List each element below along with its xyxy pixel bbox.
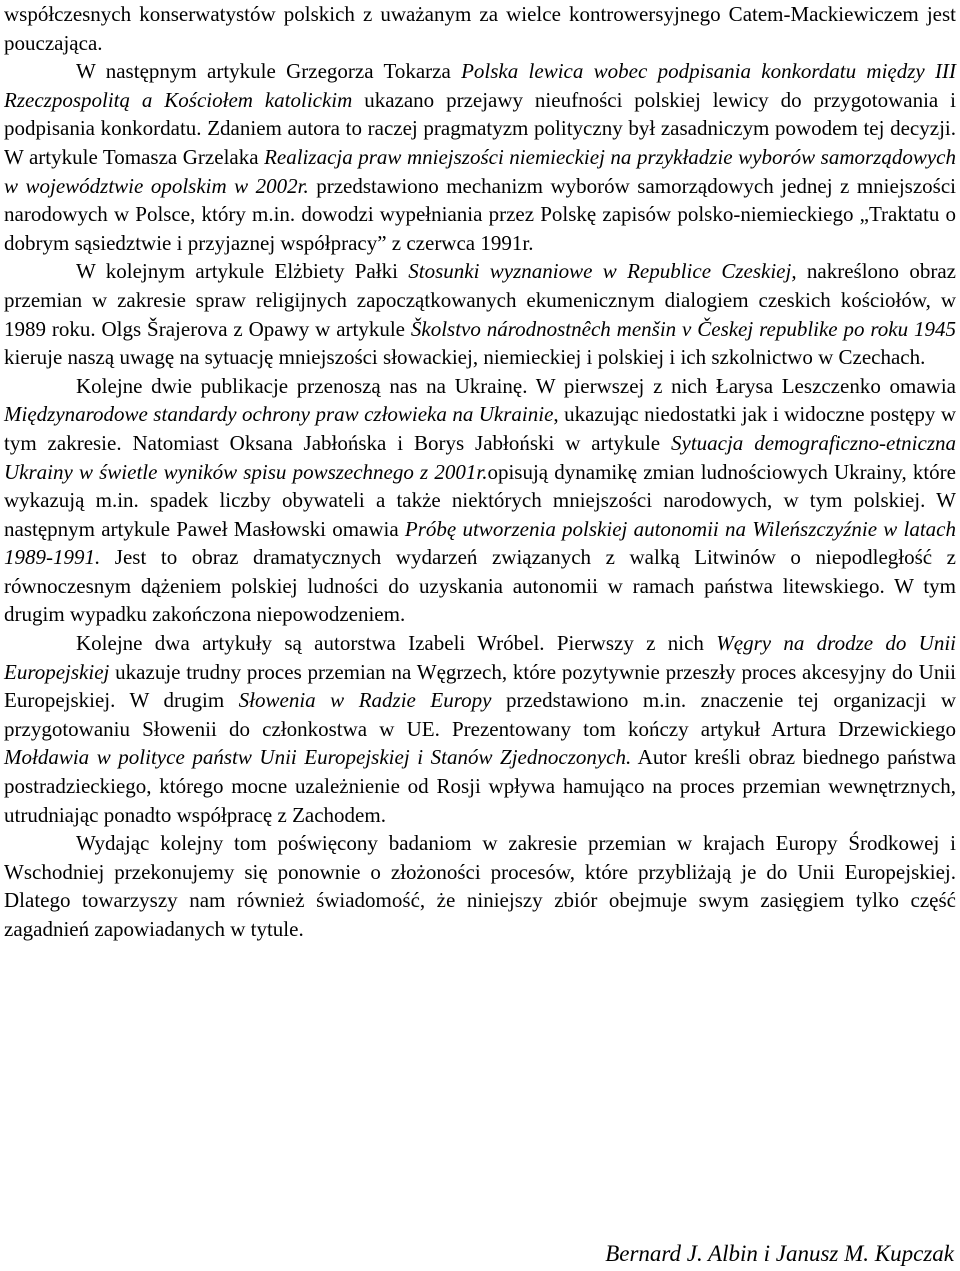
paragraph-palka-srajerova xyxy=(4,257,956,371)
text-run: Kolejne dwa artykuły są autorstwa Izabeli Wróbel. Pierwszy z nich xyxy=(76,631,717,656)
text-run: Kolejne dwie publikacje przenoszą nas na Ukrainę. W pierwszej z nich Łarysa Leszczenko omawia xyxy=(76,373,956,398)
paragraph-tokarz-grzelak xyxy=(4,57,956,257)
text-run: W kolejnym artykule Elżbiety Pałki xyxy=(76,259,409,284)
italic-title-run: Próbę utworzenia polskiej autonomii na Wileńszczyźnie w latach 1989-1991. xyxy=(4,516,956,570)
paragraph-closing xyxy=(4,829,956,943)
text-run: ukazuje trudny proces przemian na Węgrzech, które pozytywnie przeszły proces akcesyjny do Unii Europejskiej. W drugim xyxy=(4,659,956,713)
document-body xyxy=(4,0,956,944)
italic-title-run: Polska lewica wobec podpisania konkordatu między III Rzeczpospolitą a Kościołem katolickim xyxy=(4,59,956,112)
text-run: kieruje naszą uwagę na sytuację mniejszości słowackiej, niemieckiej i polskiej i ich szkolnictwo w Czechach. xyxy=(4,345,926,370)
text-run: Jest to obraz dramatycznych wydarzeń związanych z walką Litwinów o niepodległość z równoczesnym dążeniem polskiej ludności do uzyskania autonomii w ramach państwa litewskiego. W tym drugim wypadku zakończona niepowodzeniem. xyxy=(4,545,956,627)
italic-title-run: Międzynarodowe standardy ochrony praw człowieka na Ukrainie xyxy=(4,402,554,427)
text-run: Wydając kolejny tom poświęcony badaniom w zakresie przemian w krajach Europy Środkowej i Wschodniej przekonujemy się ponownie o złożoności procesów, które przybliżają je do Unii Europejskiej. Dlatego towarzyszy nam również świadomość, że niniejszy zbiór obejmuje swym zasięgiem tylko część zagadnień zapowiadanych w tytule. xyxy=(4,831,956,941)
text-run: przedstawiono mechanizm wyborów samorządowych jednej z mniejszości narodowych w Polsce, który m.in. dowodzi wypełniania przez Polskę zapisów polsko-niemieckiego „Traktatu o dobrym sąsiedztwie i przyjaznej współpracy” z czerwca 1991r. xyxy=(4,173,956,255)
text-run: opisują dynamikę zmian ludnościowych Ukrainy, które wykazują m.in. spadek liczby obywateli a także niektórych mniejszości narodowych, w tym polskiej. W następnym artykule Paweł Masłowski omawia xyxy=(4,459,956,541)
italic-title-run: Stosunki wyznaniowe w Republice Czeskiej, xyxy=(408,259,797,284)
italic-title-run: Školstvo národnostnêch menšin v Českej republike po roku 1945 xyxy=(410,316,956,341)
text-run: przedstawiono m.in. znaczenie tej organizacji w przygotowaniu Słowenii do członkostwa w UE. Prezentowany tom kończy artykuł Artura Drzewickiego xyxy=(4,688,956,741)
italic-title-run: Słowenia w Radzie Europy xyxy=(238,688,492,713)
text-run: ukazano przejawy nieufności polskiej lewicy do przygotowania i podpisania konkordatu. Zdaniem autora to raczej pragmatyzm polityczny był zasadniczym powodem tej decyzji. W artykule Tomasza Grzelaka xyxy=(4,87,956,169)
paragraph-intro-continuation xyxy=(4,0,956,57)
paragraph-wrobel-drzewicki xyxy=(4,629,956,829)
italic-title-run: Realizacja praw mniejszości niemieckiej na przykładzie wyborów samorządowych w województwie opolskim w 2002r. xyxy=(4,144,956,198)
text-run: współczesnych konserwatystów polskich z uważanym za wielce kontrowersyjnego Catem-Mackiewiczem jest pouczająca. xyxy=(4,2,956,55)
paragraph-ukraine-articles xyxy=(4,372,956,629)
italic-title-run: Węgry na drodze do Unii Europejskiej xyxy=(4,631,957,684)
text-run: nakreślono obraz przemian w zakresie spraw religijnych zapoczątkowanych ekumenicznym dialogiem czeskich kościołów, w 1989 roku. Olgs Šrajerova z Opawy w artykule xyxy=(4,259,957,341)
italic-title-run: Mołdawia w polityce państw Unii Europejskiej i Stanów Zjednoczonych. xyxy=(4,745,632,770)
text-run: , ukazując niedostatki jak i widoczne postępy w tym zakresie. Natomiast Oksana Jabłońska i Borys Jabłoński w artykule xyxy=(4,402,956,455)
italic-title-run: Sytuacja demograficzno-etniczna Ukrainy w świetle wyników spisu powszechnego z 2001r. xyxy=(4,430,956,484)
signature-authors: Bernard J. Albin i Janusz M. Kupczak xyxy=(605,1241,954,1266)
text-run: W następnym artykule Grzegorza Tokarza xyxy=(76,59,462,84)
text-run: Autor kreśli obraz biednego państwa postradzieckiego, którego mocne uzależnienie od Rosji wpływa hamująco na proces przemian wewnętrznych, utrudniając ponadto współpracę z Zachodem. xyxy=(4,745,956,827)
